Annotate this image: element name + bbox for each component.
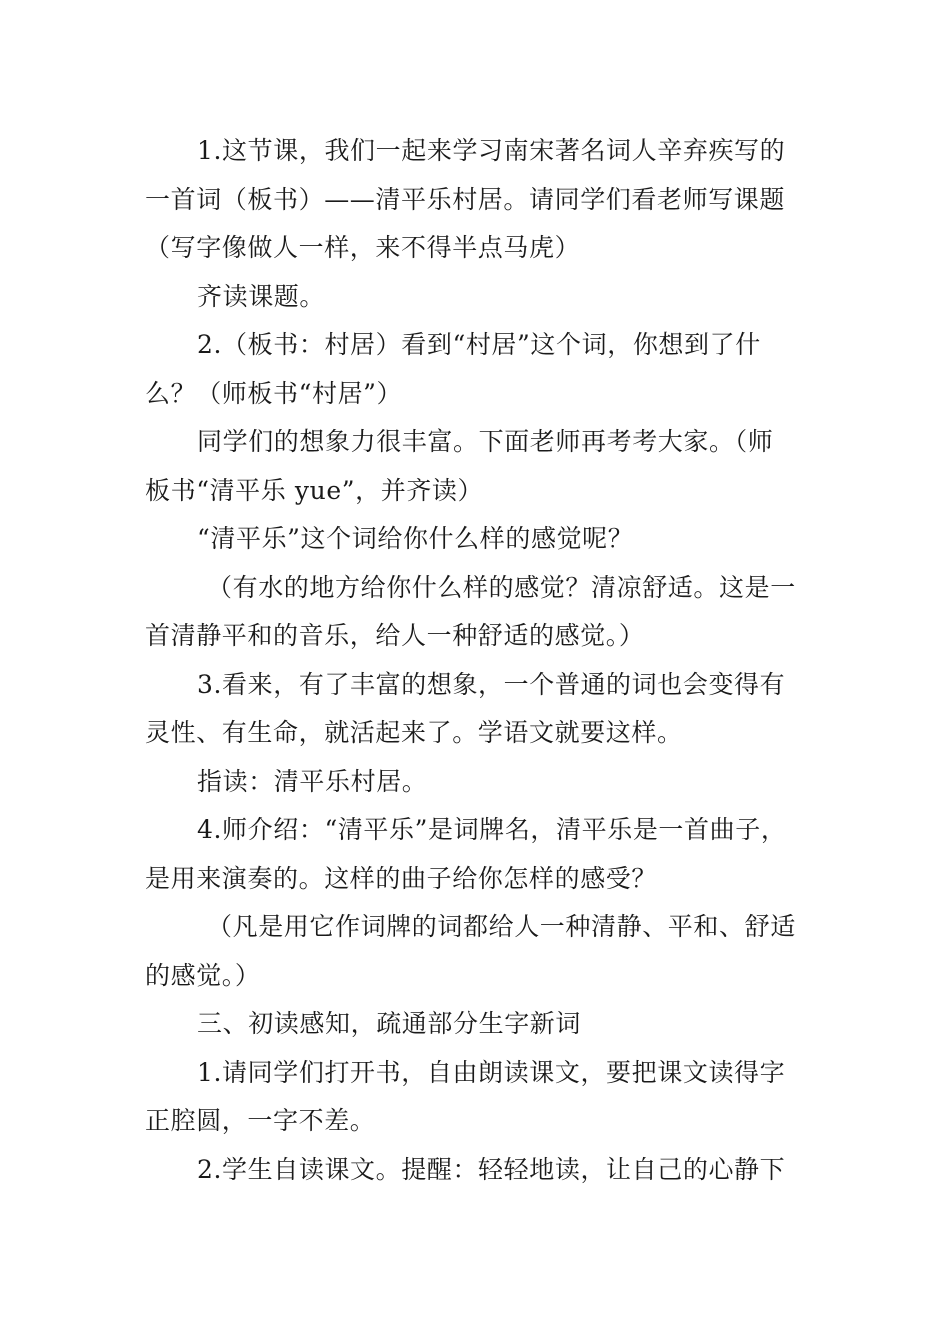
- text-line: 1.这节课，我们一起来学习南宋著名词人辛弃疾写的: [197, 136, 786, 165]
- paragraph-3: [145, 321, 825, 418]
- text-line: 三、初读感知，疏通部分生字新词: [197, 1009, 582, 1038]
- paragraph-1: [145, 127, 825, 273]
- text-line: 是用来演奏的。这样的曲子给你怎样的感受？: [145, 863, 658, 893]
- paragraph-5: [145, 515, 825, 564]
- text-line: 一首词（板书）——清平乐村居。请同学们看老师写课题: [145, 184, 786, 214]
- text-line: 首清静平和的音乐，给人一种舒适的感觉。）: [145, 621, 645, 650]
- text-line: 2.学生自读课文。提醒：轻轻地读，让自己的心静下: [197, 1154, 786, 1184]
- paragraph-9: [145, 806, 825, 903]
- paragraph-8: [145, 758, 825, 807]
- text-line: 灵性、有生命，就活起来了。学语文就要这样。: [145, 718, 683, 747]
- paragraph-2: [145, 273, 825, 322]
- document-body: [145, 127, 825, 1194]
- text-line: 指读：清平乐村居。: [197, 766, 428, 796]
- text-line: 的感觉。）: [145, 960, 261, 990]
- section-heading: [145, 1000, 825, 1049]
- paragraph-12: [145, 1049, 825, 1146]
- text-line: 2.（板书：村居）看到“村居”这个词，你想到了什: [197, 330, 761, 359]
- text-line: 正腔圆，一字不差。: [145, 1106, 376, 1135]
- text-line: （有水的地方给你什么样的感觉？清凉舒适。这是一: [207, 572, 796, 602]
- text-line: 1.请同学们打开书，自由朗读课文，要把课文读得字: [197, 1057, 786, 1087]
- text-line: 么？（师板书“村居”）: [145, 378, 403, 408]
- text-line: （凡是用它作词牌的词都给人一种清静、平和、舒适: [207, 912, 796, 941]
- text-line: 齐读课题。: [197, 281, 326, 311]
- paragraph-7: [145, 661, 825, 758]
- paragraph-10: [145, 903, 825, 1000]
- text-line: 同学们的想象力很丰富。下面老师再考考大家。（师: [197, 427, 774, 456]
- text-line: “清平乐”这个词给你什么样的感觉呢？: [197, 524, 634, 553]
- text-line: （写字像做人一样，来不得半点马虎）: [145, 233, 581, 262]
- paragraph-13: [145, 1146, 825, 1195]
- paragraph-4: [145, 418, 825, 515]
- text-line: 4.师介绍：“清平乐”是词牌名，清平乐是一首曲子，: [197, 815, 787, 844]
- text-line: 3.看来，有了丰富的想象，一个普通的词也会变得有: [197, 669, 786, 699]
- paragraph-6: [145, 564, 825, 661]
- text-line: 板书“清平乐 yue”，并齐读）: [145, 475, 484, 505]
